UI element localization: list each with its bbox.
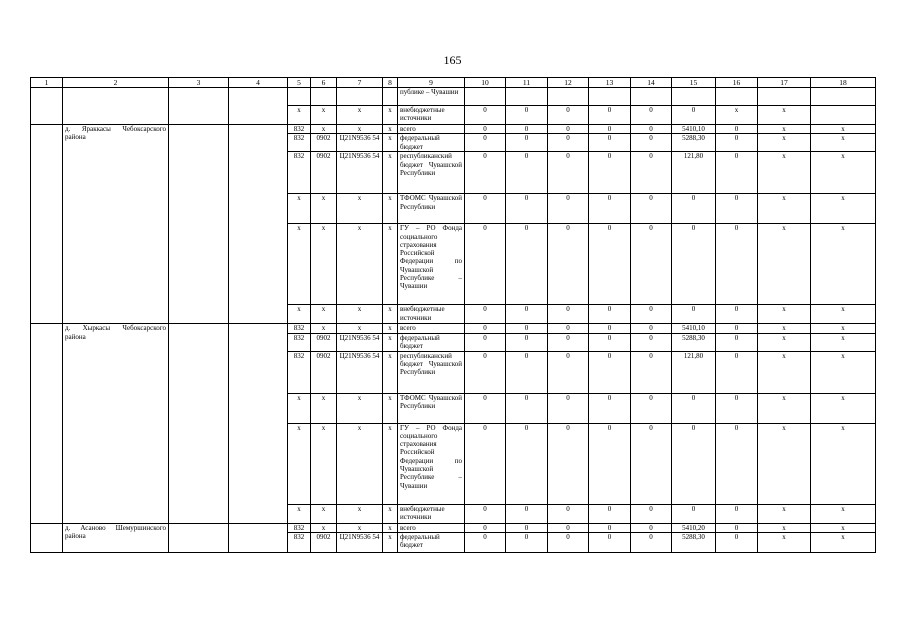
- code-section: x: [311, 423, 337, 504]
- value-cell: 0: [589, 423, 631, 504]
- code-gr: 832: [288, 134, 311, 152]
- value-cell: 0: [589, 351, 631, 393]
- code-section: 0902: [311, 351, 337, 393]
- value-cell: 0: [506, 152, 548, 194]
- code-gr: x: [288, 393, 311, 423]
- value-cell: [589, 88, 631, 106]
- value-cell: [548, 88, 589, 106]
- code-section: [311, 88, 337, 106]
- empty-cell: [229, 324, 288, 523]
- value-cell: 0: [465, 532, 506, 552]
- code-target: [337, 88, 383, 106]
- code-type: x: [383, 125, 398, 134]
- code-gr: x: [288, 194, 311, 224]
- empty-cell: [229, 125, 288, 324]
- empty-cell: [169, 523, 229, 552]
- column-number: 14: [631, 78, 672, 88]
- value-cell: 0: [631, 351, 672, 393]
- funding-source: всего: [398, 125, 465, 134]
- code-type: x: [383, 305, 398, 324]
- value-cell: 0: [465, 393, 506, 423]
- column-number: 10: [465, 78, 506, 88]
- table-row: [31, 88, 876, 106]
- empty-cell: [31, 125, 63, 324]
- code-section: x: [311, 393, 337, 423]
- code-target: Ц21N9536 54: [337, 134, 383, 152]
- value-cell: [465, 88, 506, 106]
- code-section: x: [311, 125, 337, 134]
- value-cell: x: [758, 523, 811, 532]
- table-row: [31, 125, 876, 134]
- column-number: 5: [288, 78, 311, 88]
- code-target: x: [337, 324, 383, 333]
- value-cell: 0: [548, 106, 589, 125]
- value-cell: x: [758, 532, 811, 552]
- value-cell: 0: [465, 224, 506, 305]
- value-cell: 0: [631, 333, 672, 351]
- value-cell: 0: [672, 504, 716, 523]
- value-cell: x: [811, 532, 876, 552]
- code-type: x: [383, 393, 398, 423]
- column-number: 16: [716, 78, 758, 88]
- value-cell: x: [811, 504, 876, 523]
- funding-source: федеральный бюджет: [398, 532, 465, 552]
- value-cell: 0: [631, 224, 672, 305]
- code-gr: 832: [288, 523, 311, 532]
- code-gr: x: [288, 423, 311, 504]
- value-cell: 0: [716, 532, 758, 552]
- empty-cell: [31, 523, 63, 552]
- value-cell: 0: [548, 532, 589, 552]
- settlement-name: д. Асаново Шемуршинского района: [63, 523, 169, 552]
- code-gr: 832: [288, 152, 311, 194]
- value-cell: 0: [506, 423, 548, 504]
- value-cell: 0: [506, 106, 548, 125]
- value-cell: 0: [631, 523, 672, 532]
- code-target: x: [337, 504, 383, 523]
- code-section: x: [311, 504, 337, 523]
- value-cell: 0: [589, 152, 631, 194]
- value-cell: 0: [631, 106, 672, 125]
- code-type: [383, 88, 398, 106]
- value-cell: 0: [672, 224, 716, 305]
- value-cell: 0: [548, 324, 589, 333]
- budget-table: [30, 77, 876, 553]
- value-cell: 0: [589, 532, 631, 552]
- value-cell: 0: [672, 393, 716, 423]
- funding-source: внебюджетные источники: [398, 305, 465, 324]
- value-cell: 0: [672, 423, 716, 504]
- value-cell: 0: [548, 305, 589, 324]
- code-section: 0902: [311, 134, 337, 152]
- code-section: x: [311, 194, 337, 224]
- value-cell: 0: [589, 134, 631, 152]
- value-cell: 0: [548, 523, 589, 532]
- value-cell: 0: [465, 333, 506, 351]
- code-type: x: [383, 224, 398, 305]
- code-target: Ц21N9536 54: [337, 351, 383, 393]
- value-cell: 5288,30: [672, 134, 716, 152]
- column-number: 11: [506, 78, 548, 88]
- empty-cell: [229, 523, 288, 552]
- code-target: Ц21N9536 54: [337, 152, 383, 194]
- funding-source: внебюджетные источники: [398, 106, 465, 125]
- value-cell: x: [811, 523, 876, 532]
- value-cell: 0: [548, 393, 589, 423]
- code-type: x: [383, 324, 398, 333]
- column-number: 12: [548, 78, 589, 88]
- value-cell: 0: [672, 106, 716, 125]
- value-cell: 0: [716, 125, 758, 134]
- column-number: 7: [337, 78, 383, 88]
- funding-source: всего: [398, 324, 465, 333]
- table-row: [31, 523, 876, 532]
- value-cell: 0: [631, 423, 672, 504]
- table-row: [31, 324, 876, 333]
- value-cell: 0: [589, 504, 631, 523]
- value-cell: x: [758, 393, 811, 423]
- value-cell: 0: [631, 393, 672, 423]
- empty-cell: [169, 125, 229, 324]
- funding-source: ГУ – РО Фонда социального страхования Российской Федерации по Чувашской Республике – Чувашии: [398, 423, 465, 504]
- value-cell: 0: [631, 152, 672, 194]
- value-cell: x: [758, 224, 811, 305]
- value-cell: 0: [548, 504, 589, 523]
- code-section: x: [311, 106, 337, 125]
- value-cell: [716, 88, 758, 106]
- value-cell: 5410,10: [672, 125, 716, 134]
- empty-cell: [31, 324, 63, 523]
- code-target: x: [337, 305, 383, 324]
- funding-source: федеральный бюджет: [398, 134, 465, 152]
- value-cell: x: [758, 333, 811, 351]
- code-type: x: [383, 106, 398, 125]
- value-cell: 0: [465, 152, 506, 194]
- value-cell: 0: [465, 423, 506, 504]
- value-cell: 5288,30: [672, 333, 716, 351]
- value-cell: x: [811, 351, 876, 393]
- code-section: 0902: [311, 333, 337, 351]
- value-cell: [811, 106, 876, 125]
- value-cell: x: [758, 106, 811, 125]
- value-cell: 0: [506, 194, 548, 224]
- value-cell: 0: [465, 523, 506, 532]
- value-cell: x: [811, 393, 876, 423]
- value-cell: 0: [589, 333, 631, 351]
- value-cell: x: [758, 305, 811, 324]
- funding-source: всего: [398, 523, 465, 532]
- value-cell: [811, 88, 876, 106]
- value-cell: 0: [506, 324, 548, 333]
- value-cell: 0: [716, 393, 758, 423]
- funding-source: республиканский бюджет Чувашской Республики: [398, 152, 465, 194]
- header-row: [31, 78, 876, 88]
- column-number: 1: [31, 78, 63, 88]
- value-cell: x: [758, 194, 811, 224]
- value-cell: 0: [548, 152, 589, 194]
- value-cell: 0: [548, 423, 589, 504]
- column-number: 4: [229, 78, 288, 88]
- funding-source: публике – Чувашии: [398, 88, 465, 106]
- code-target: x: [337, 423, 383, 504]
- column-number: 9: [398, 78, 465, 88]
- value-cell: x: [811, 324, 876, 333]
- column-number: 17: [758, 78, 811, 88]
- column-number: 2: [63, 78, 169, 88]
- value-cell: 5410,20: [672, 523, 716, 532]
- value-cell: 0: [672, 194, 716, 224]
- funding-source: ГУ – РО Фонда социального страхования Российской Федерации по Чувашской Республике – Чувашии: [398, 224, 465, 305]
- funding-source: ТФОМС Чувашской Республики: [398, 393, 465, 423]
- value-cell: 0: [506, 305, 548, 324]
- code-gr: x: [288, 224, 311, 305]
- value-cell: 0: [548, 224, 589, 305]
- value-cell: [506, 88, 548, 106]
- value-cell: 0: [589, 106, 631, 125]
- code-target: Ц21N9536 54: [337, 532, 383, 552]
- value-cell: 0: [548, 134, 589, 152]
- value-cell: 0: [716, 351, 758, 393]
- code-gr: 832: [288, 125, 311, 134]
- value-cell: x: [811, 125, 876, 134]
- value-cell: 0: [716, 523, 758, 532]
- code-gr: x: [288, 504, 311, 523]
- code-section: x: [311, 305, 337, 324]
- value-cell: 0: [716, 333, 758, 351]
- value-cell: 0: [506, 393, 548, 423]
- value-cell: 0: [631, 504, 672, 523]
- settlement-name: д. Хыркасы Чебоксарского района: [63, 324, 169, 523]
- settlement-name: [63, 88, 169, 125]
- code-gr: 832: [288, 532, 311, 552]
- code-gr: 832: [288, 351, 311, 393]
- value-cell: 0: [589, 324, 631, 333]
- empty-cell: [31, 88, 63, 125]
- value-cell: 0: [506, 523, 548, 532]
- value-cell: 0: [506, 333, 548, 351]
- value-cell: 0: [465, 194, 506, 224]
- value-cell: 0: [716, 305, 758, 324]
- value-cell: x: [758, 152, 811, 194]
- value-cell: x: [716, 106, 758, 125]
- code-type: x: [383, 504, 398, 523]
- value-cell: 0: [506, 351, 548, 393]
- code-gr: 832: [288, 333, 311, 351]
- value-cell: x: [758, 504, 811, 523]
- code-gr: [288, 88, 311, 106]
- value-cell: 0: [716, 324, 758, 333]
- value-cell: 0: [465, 106, 506, 125]
- value-cell: x: [811, 194, 876, 224]
- value-cell: x: [758, 134, 811, 152]
- value-cell: 0: [716, 194, 758, 224]
- code-target: x: [337, 523, 383, 532]
- value-cell: 0: [465, 125, 506, 134]
- value-cell: 0: [631, 125, 672, 134]
- value-cell: 0: [589, 393, 631, 423]
- value-cell: 0: [589, 305, 631, 324]
- code-target: x: [337, 125, 383, 134]
- empty-cell: [169, 88, 229, 125]
- code-type: x: [383, 351, 398, 393]
- code-type: x: [383, 134, 398, 152]
- value-cell: 0: [672, 305, 716, 324]
- code-target: x: [337, 194, 383, 224]
- value-cell: 0: [548, 125, 589, 134]
- column-number: 13: [589, 78, 631, 88]
- column-number: 18: [811, 78, 876, 88]
- value-cell: 0: [548, 194, 589, 224]
- value-cell: 0: [465, 134, 506, 152]
- value-cell: 0: [506, 125, 548, 134]
- value-cell: 0: [716, 152, 758, 194]
- value-cell: 121,80: [672, 152, 716, 194]
- code-gr: x: [288, 106, 311, 125]
- value-cell: 0: [716, 504, 758, 523]
- funding-source: ТФОМС Чувашской Республики: [398, 194, 465, 224]
- value-cell: 0: [548, 351, 589, 393]
- value-cell: 0: [631, 194, 672, 224]
- value-cell: 0: [465, 504, 506, 523]
- value-cell: [672, 88, 716, 106]
- value-cell: 0: [465, 351, 506, 393]
- code-gr: 832: [288, 324, 311, 333]
- value-cell: 0: [589, 125, 631, 134]
- value-cell: 0: [716, 134, 758, 152]
- column-number: 15: [672, 78, 716, 88]
- value-cell: 5288,30: [672, 532, 716, 552]
- funding-source: федеральный бюджет: [398, 333, 465, 351]
- value-cell: x: [811, 152, 876, 194]
- value-cell: [758, 88, 811, 106]
- column-number: 8: [383, 78, 398, 88]
- value-cell: x: [811, 423, 876, 504]
- code-type: x: [383, 532, 398, 552]
- value-cell: 0: [716, 423, 758, 504]
- value-cell: [631, 88, 672, 106]
- code-target: Ц21N9536 54: [337, 333, 383, 351]
- value-cell: x: [758, 125, 811, 134]
- code-target: x: [337, 106, 383, 125]
- code-section: 0902: [311, 152, 337, 194]
- value-cell: 121,80: [672, 351, 716, 393]
- value-cell: x: [811, 134, 876, 152]
- value-cell: 0: [631, 532, 672, 552]
- value-cell: x: [811, 224, 876, 305]
- code-section: x: [311, 224, 337, 305]
- value-cell: 0: [506, 532, 548, 552]
- code-type: x: [383, 423, 398, 504]
- funding-source: внебюджетные источники: [398, 504, 465, 523]
- code-type: x: [383, 523, 398, 532]
- code-section: 0902: [311, 532, 337, 552]
- value-cell: 0: [589, 194, 631, 224]
- value-cell: x: [758, 351, 811, 393]
- code-section: x: [311, 523, 337, 532]
- code-gr: x: [288, 305, 311, 324]
- value-cell: 0: [631, 324, 672, 333]
- value-cell: 0: [631, 134, 672, 152]
- value-cell: 0: [506, 134, 548, 152]
- funding-source: республиканский бюджет Чувашской Республики: [398, 351, 465, 393]
- value-cell: 5410,10: [672, 324, 716, 333]
- code-type: x: [383, 194, 398, 224]
- code-type: x: [383, 333, 398, 351]
- code-target: x: [337, 393, 383, 423]
- value-cell: 0: [631, 305, 672, 324]
- settlement-name: д. Яраккасы Чебоксарского района: [63, 125, 169, 324]
- code-target: x: [337, 224, 383, 305]
- value-cell: 0: [548, 333, 589, 351]
- column-number: 3: [169, 78, 229, 88]
- value-cell: 0: [506, 504, 548, 523]
- value-cell: x: [758, 324, 811, 333]
- page-number: 165: [443, 53, 462, 67]
- value-cell: x: [811, 305, 876, 324]
- code-section: x: [311, 324, 337, 333]
- value-cell: 0: [716, 224, 758, 305]
- value-cell: x: [811, 333, 876, 351]
- value-cell: 0: [589, 523, 631, 532]
- empty-cell: [229, 88, 288, 125]
- column-number: 6: [311, 78, 337, 88]
- value-cell: x: [758, 423, 811, 504]
- value-cell: 0: [589, 224, 631, 305]
- value-cell: 0: [465, 324, 506, 333]
- value-cell: 0: [465, 305, 506, 324]
- empty-cell: [169, 324, 229, 523]
- code-type: x: [383, 152, 398, 194]
- value-cell: 0: [506, 224, 548, 305]
